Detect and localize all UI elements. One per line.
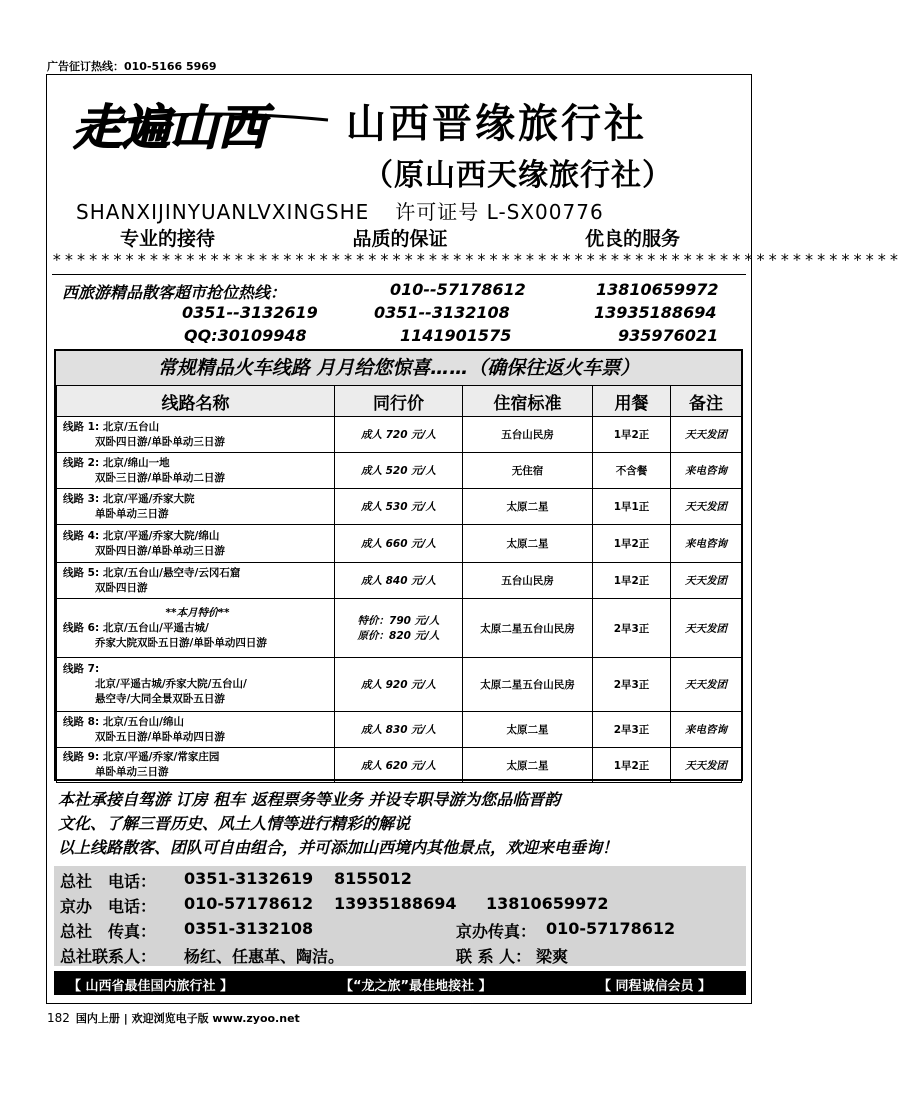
bj-contact: 梁爽 [536,947,569,966]
footer-text: 国内上册 | 欢迎浏览电子版 www.zyoo.net [75,1012,300,1025]
route-note: 来电咨询 [671,712,742,748]
bj-phone: 13810659972 [486,894,609,913]
page-number: 182 [47,1011,70,1025]
bj-fax: 010-57178612 [546,919,676,938]
route-price: 成人 840 元/人 [335,563,463,599]
table-row [57,712,742,748]
header-price: 同行价 [335,386,463,417]
route-price: 成人 720 元/人 [335,417,463,453]
route-note: 来电咨询 [671,525,742,563]
logo-text: 走遍山西 [74,100,267,156]
route-lodging: 太原二星 [463,748,593,783]
route-lodging: 五台山民房 [463,417,593,453]
hq-phone-label: 总社 电话： [60,872,157,891]
hotline-number: 13935188694 [594,303,717,322]
pinyin-name: SHANXIJINYUANLVXINGSHE [76,200,370,224]
route-meal: 2早3正 [593,658,671,712]
honor-badge: 【“龙之旅”最佳地接社 】 [340,979,492,994]
route-lodging: 太原二星 [463,712,593,748]
header-meal: 用餐 [593,386,671,417]
promo-text [58,788,618,860]
route-meal: 1早2正 [593,748,671,783]
route-name: 线路 9: 北京/平遥/乔家/常家庄园 单卧单动三日游 [57,748,335,783]
zoubian-shanxi-logo [70,92,332,154]
route-meal: 2早3正 [593,712,671,748]
hq-phone: 0351-3132619 [184,869,314,888]
header-note: 备注 [671,386,742,417]
hq-phone: 8155012 [334,869,412,888]
route-lodging: 五台山民房 [463,563,593,599]
route-note: 天天发团 [671,563,742,599]
pinyin-row [76,196,604,225]
table-row [57,453,742,489]
promo-line: 本社承接自驾游 订房 租车 返程票务等业务 并设专职导游为您品临晋韵 [58,790,561,809]
table-title: 常规精品火车线路 月月给您惊喜……（确保往返火车票） [56,351,741,387]
route-note: 来电咨询 [671,453,742,489]
routes-table [56,385,742,783]
hotline-number: 935976021 [618,326,719,345]
route-price: 成人 620 元/人 [335,748,463,783]
ad-hotline: 广告征订热线：010-5166 5969 [47,60,217,73]
route-meal: 2早3正 [593,599,671,658]
route-name: **本月特价** 线路 6: 北京/五台山/平遥古城/ 乔家大院双卧五日游/单卧单动四日游 [57,599,335,658]
hotline-number: 1141901575 [400,326,512,345]
table-row [57,417,742,453]
route-meal: 1早2正 [593,417,671,453]
route-meal: 不含餐 [593,453,671,489]
table-row [57,658,742,712]
bj-fax-label: 京办传真： [456,922,537,941]
honor-badge: 【 同程诚信会员 】 [598,979,712,994]
bj-phone-label: 京办 电话： [60,897,157,916]
route-name: 线路 4: 北京/平遥/乔家大院/绵山 双卧四日游/单卧单动三日游 [57,525,335,563]
route-price: 成人 920 元/人 [335,658,463,712]
former-name: （原山西天缘旅行社） [363,158,673,193]
table-header-row [57,386,742,417]
company-name: 山西晋缘旅行社 [346,100,647,147]
honor-badges [54,971,746,995]
page-footer [47,1010,300,1026]
hotline-number: 13810659972 [596,280,719,299]
route-note: 天天发团 [671,599,742,658]
hotline-label: 西旅游精品散客超市抢位热线： [62,283,287,302]
table-row-special [57,599,742,658]
routes-table-wrap [54,349,743,781]
route-lodging: 无住宿 [463,453,593,489]
route-meal: 1早2正 [593,563,671,599]
promo-line: 文化、了解三晋历史、风土人情等进行精彩的解说 [58,814,411,833]
hq-fax: 0351-3132108 [184,919,314,938]
route-price: 成人 520 元/人 [335,453,463,489]
route-name: 线路 1: 北京/五台山 双卧四日游/单卧单动三日游 [57,417,335,453]
honor-badge: 【 山西省最佳国内旅行社 】 [68,979,234,994]
slogan: 优良的服务 [584,228,680,250]
route-lodging: 太原二星 [463,489,593,525]
route-note: 天天发团 [671,417,742,453]
hq-fax-label: 总社 传真： [60,922,157,941]
route-price: 特价：790 元/人 原价：820 元/人 [335,599,463,658]
license-number: 许可证号 L-SX00776 [395,200,604,224]
table-row [57,748,742,783]
route-note: 天天发团 [671,748,742,783]
route-price: 成人 530 元/人 [335,489,463,525]
star-divider: ********************************************************************** [52,250,901,269]
route-price: 成人 660 元/人 [335,525,463,563]
qq-number: QQ:30109948 [184,326,307,345]
route-name: 线路 2: 北京/绵山一地 双卧三日游/单卧单动二日游 [57,453,335,489]
route-name: 线路 5: 北京/五台山/悬空寺/云冈石窟 双卧四日游 [57,563,335,599]
slogan: 品质的保证 [352,228,448,250]
bj-phone: 13935188694 [334,894,457,913]
route-meal: 1早2正 [593,525,671,563]
header-route: 线路名称 [57,386,335,417]
bj-contact-label: 联 系 人： [456,947,532,966]
route-price: 成人 830 元/人 [335,712,463,748]
slogans [120,224,680,251]
table-row [57,525,742,563]
route-name: 线路 8: 北京/五台山/绵山 双卧五日游/单卧单动四日游 [57,712,335,748]
bj-phone: 010-57178612 [184,894,314,913]
promo-line: 以上线路散客、团队可自由组合，并可添加山西境内其他景点，欢迎来电垂询！ [58,838,619,857]
route-name: 线路 3: 北京/平遥/乔家大院 单卧单动三日游 [57,489,335,525]
route-lodging: 太原二星五台山民房 [463,599,593,658]
contact-box [54,866,746,966]
header-lodging: 住宿标准 [463,386,593,417]
hotline-number: 010--57178612 [390,280,526,299]
hq-contact: 杨红、任惠革、陶洁。 [184,947,345,966]
special-offer-tag: **本月特价** [165,606,230,619]
slogan: 专业的接待 [120,228,216,250]
route-lodging: 太原二星 [463,525,593,563]
table-row [57,563,742,599]
hq-contact-label: 总社联系人： [60,947,157,966]
divider-line [52,274,746,275]
hotline-number: 0351--3132619 [182,303,318,322]
table-row [57,489,742,525]
hotline-number: 0351--3132108 [374,303,510,322]
route-name: 线路 7: 北京/平遥古城/乔家大院/五台山/ 悬空寺/大同全景双卧五日游 [57,658,335,712]
route-meal: 1早1正 [593,489,671,525]
route-note: 天天发团 [671,658,742,712]
route-note: 天天发团 [671,489,742,525]
route-lodging: 太原二星五台山民房 [463,658,593,712]
